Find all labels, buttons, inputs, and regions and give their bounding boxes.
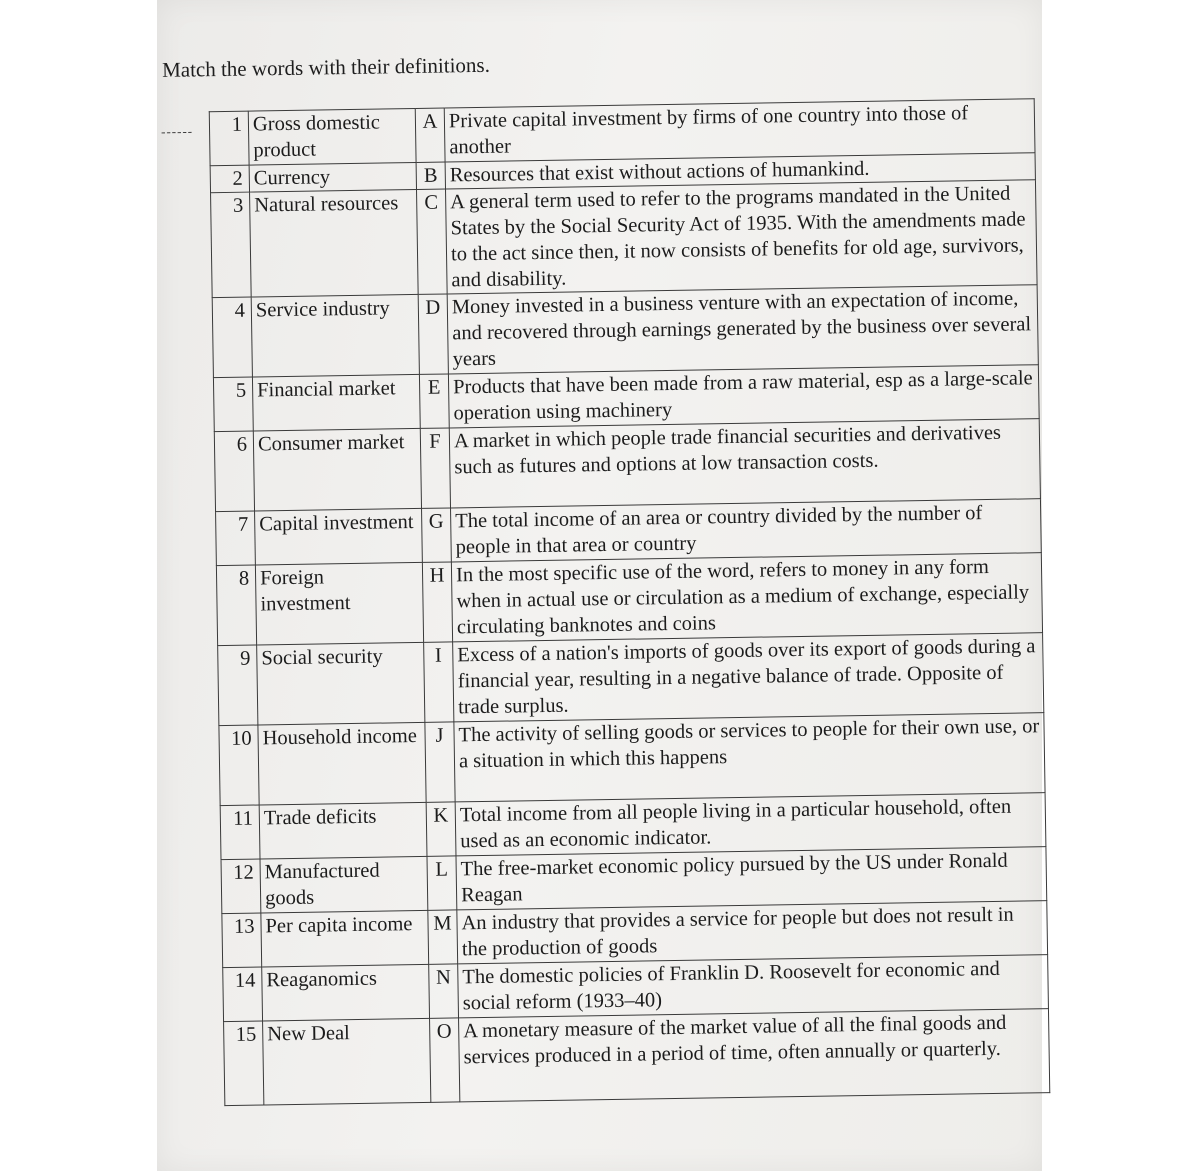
definition-text: The free-market economic policy pursued by the US under Ronald Reagan	[456, 847, 1047, 910]
term-word: Trade deficits	[259, 802, 427, 859]
term-number: 3	[211, 192, 252, 298]
definition-text: Resources that exist without actions of humankind.	[445, 153, 1035, 189]
term-number: 1	[209, 111, 249, 166]
table-row	[218, 633, 1044, 726]
term-word: Service industry	[251, 294, 419, 377]
term-number: 7	[216, 511, 256, 566]
term-number: 5	[213, 377, 253, 432]
term-word: Capital investment	[255, 508, 423, 565]
definition-text: In the most specific use of the word, refers to money in any form when in actual use or circulation as a medium of exchange, especially circulating banknotes and coins	[451, 553, 1042, 642]
definition-text: The total income of an area or country divided by the number of people in that area or country	[451, 499, 1042, 562]
worksheet-title: Match the words with their definitions.	[161, 52, 491, 82]
definition-text: Private capital investment by firms of one country into those of another	[444, 99, 1035, 162]
term-number: 14	[223, 967, 263, 1022]
definition-text: Products that have been made from a raw material, esp as a large-scale operation using machinery	[448, 365, 1039, 428]
term-number: 6	[214, 431, 254, 512]
definition-letter: D	[418, 294, 448, 374]
term-number: 2	[210, 165, 249, 193]
term-word: Currency	[249, 162, 416, 192]
matching-table	[209, 98, 1051, 1106]
term-number: 11	[220, 805, 260, 860]
term-word: Consumer market	[253, 428, 421, 511]
table-row	[214, 419, 1040, 512]
definition-text: A monetary measure of the market value of all the final goods and services produced in a period of time, often annually or quarterly.	[459, 1009, 1050, 1102]
term-word: Natural resources	[250, 189, 419, 297]
definition-text: The activity of selling goods or services to people for their own use, or a situation in which this happens	[454, 713, 1045, 802]
definition-letter: J	[425, 722, 455, 802]
definition-letter: N	[429, 964, 459, 1018]
table-row	[224, 1009, 1050, 1106]
definition-letter: F	[420, 428, 450, 508]
term-word: Per capita income	[261, 910, 429, 967]
definition-letter: K	[426, 802, 456, 856]
definition-letter: G	[422, 508, 452, 562]
term-word: Gross domestic product	[248, 108, 416, 165]
definition-letter: I	[424, 642, 454, 722]
definition-text: Total income from all people living in a particular household, often used as an economic indicator.	[455, 793, 1046, 856]
definition-text: Money invested in a business venture with an expectation of income, and recovered through earnings generated by the business over several years	[447, 285, 1038, 374]
definition-letter: O	[430, 1018, 460, 1102]
term-number: 12	[221, 859, 261, 914]
term-number: 8	[216, 565, 256, 646]
definition-letter: H	[422, 562, 452, 642]
term-word: Household income	[258, 722, 426, 805]
term-number: 15	[224, 1021, 264, 1106]
definition-letter: E	[419, 374, 449, 428]
definition-text: Excess of a nation's imports of goods over its export of goods during a financial year, resulting in a negative balance of trade. Opposite of trade surplus.	[453, 633, 1044, 722]
term-number: 9	[218, 645, 258, 726]
worksheet-sheet	[157, 0, 1060, 1171]
definition-letter: L	[427, 856, 457, 910]
table-row	[211, 180, 1038, 298]
term-word: Social security	[257, 642, 425, 725]
term-number: 10	[219, 725, 259, 806]
term-word: New Deal	[263, 1018, 431, 1105]
term-word: Manufactured goods	[260, 856, 428, 913]
definition-letter: M	[428, 910, 458, 964]
term-word: Foreign investment	[255, 562, 423, 645]
table-row	[212, 285, 1038, 378]
table-row	[216, 553, 1042, 646]
definition-letter: A	[415, 108, 445, 162]
definition-letter: C	[417, 189, 448, 294]
margin-mark: ------	[160, 123, 194, 139]
table-row	[219, 713, 1045, 806]
definition-letter: B	[416, 162, 445, 189]
term-number: 4	[212, 297, 252, 378]
definition-text: An industry that provides a service for people but does not result in the production of goods	[457, 901, 1048, 964]
worksheet-paper	[157, 0, 1042, 1171]
definition-text: The domestic policies of Franklin D. Roosevelt for economic and social reform (1933–40)	[458, 955, 1049, 1018]
term-word: Financial market	[252, 374, 420, 431]
definition-text: A general term used to refer to the programs mandated in the United States by the Social Security Act of 1935. With the amendments made to the act since then, it now consists of benefits for old age, survivors, and disability.	[446, 180, 1038, 294]
definition-text: A market in which people trade financial securities and derivatives such as futures and options at low transaction costs.	[449, 419, 1040, 508]
term-number: 13	[222, 913, 262, 968]
term-word: Reaganomics	[262, 964, 430, 1021]
